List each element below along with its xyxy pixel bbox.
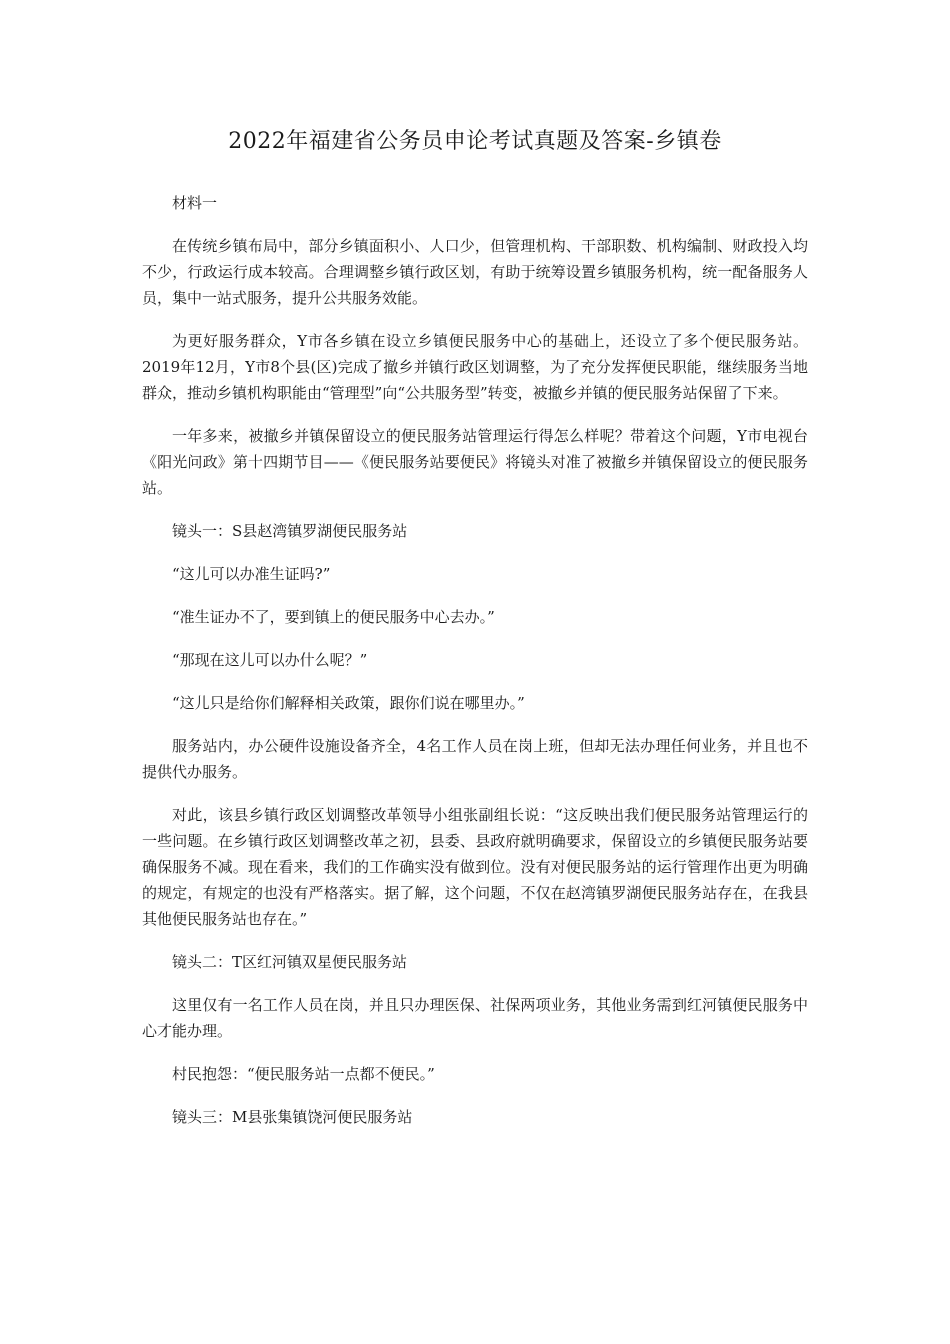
paragraph: 为更好服务群众，Y市各乡镇在设立乡镇便民服务中心的基础上，还设立了多个便民服务站。2019年12月，Y市8个县(区)完成了撤乡并镇行政区划调整，为了充分发挥便民职能，继续服务当地群众，推动乡镇机构职能由“管理型”向“公共服务型”转变，被撤乡并镇的便民服务站保留了下来。 bbox=[142, 332, 808, 402]
paragraph: 村民抱怨：“便民服务站一点都不便民。” bbox=[172, 1065, 435, 1083]
paragraph: 对此，该县乡镇行政区划调整改革领导小组张副组长说：“这反映出我们便民服务站管理运行的一些问题。在乡镇行政区划调整改革之初，县委、县政府就明确要求，保留设立的乡镇便民服务站要确保服务不减。现在看来，我们的工作确实没有做到位。没有对便民服务站的运行管理作出更为明确的规定，有规定的也没有严格落实。据了解，这个问题，不仅在赵湾镇罗湖便民服务站存在，在我县其他便民服务站也存在。” bbox=[142, 806, 808, 928]
paragraph-material-heading: 材料一 bbox=[172, 194, 218, 212]
paragraph: 在传统乡镇布局中，部分乡镇面积小、人口少，但管理机构、干部职数、机构编制、财政投入均不少，行政运行成本较高。合理调整乡镇行政区划，有助于统筹设置乡镇服务机构，统一配备服务人员，集中一站式服务，提升公共服务效能。 bbox=[142, 237, 808, 307]
document-title: 2022年福建省公务员申论考试真题及答案-乡镇卷 bbox=[228, 129, 722, 154]
paragraph: 一年多来，被撤乡并镇保留设立的便民服务站管理运行得怎么样呢？带着这个问题，Y市电视台《阳光问政》第十四期节目——《便民服务站要便民》将镜头对准了被撤乡并镇保留设立的便民服务站。 bbox=[142, 427, 808, 497]
paragraph-dialogue: “这儿可以办准生证吗?” bbox=[172, 565, 331, 583]
paragraph-scene-heading: 镜头二：T区红河镇双星便民服务站 bbox=[172, 953, 408, 971]
paragraph-dialogue: “这儿只是给你们解释相关政策，跟你们说在哪里办。” bbox=[172, 694, 525, 712]
paragraph: 服务站内，办公硬件设施设备齐全，4名工作人员在岗上班，但却无法办理任何业务，并且也不提供代办服务。 bbox=[142, 737, 808, 781]
paragraph-scene-heading: 镜头一：S县赵湾镇罗湖便民服务站 bbox=[172, 522, 408, 540]
paragraph-dialogue: “准生证办不了，要到镇上的便民服务中心去办。” bbox=[172, 608, 495, 626]
paragraph: 这里仅有一名工作人员在岗，并且只办理医保、社保两项业务，其他业务需到红河镇便民服务中心才能办理。 bbox=[142, 996, 808, 1040]
document-body bbox=[142, 190, 808, 1147]
paragraph-dialogue: “那现在这儿可以办什么呢？” bbox=[172, 651, 368, 669]
paragraph-scene-heading: 镜头三：M县张集镇饶河便民服务站 bbox=[172, 1108, 413, 1126]
